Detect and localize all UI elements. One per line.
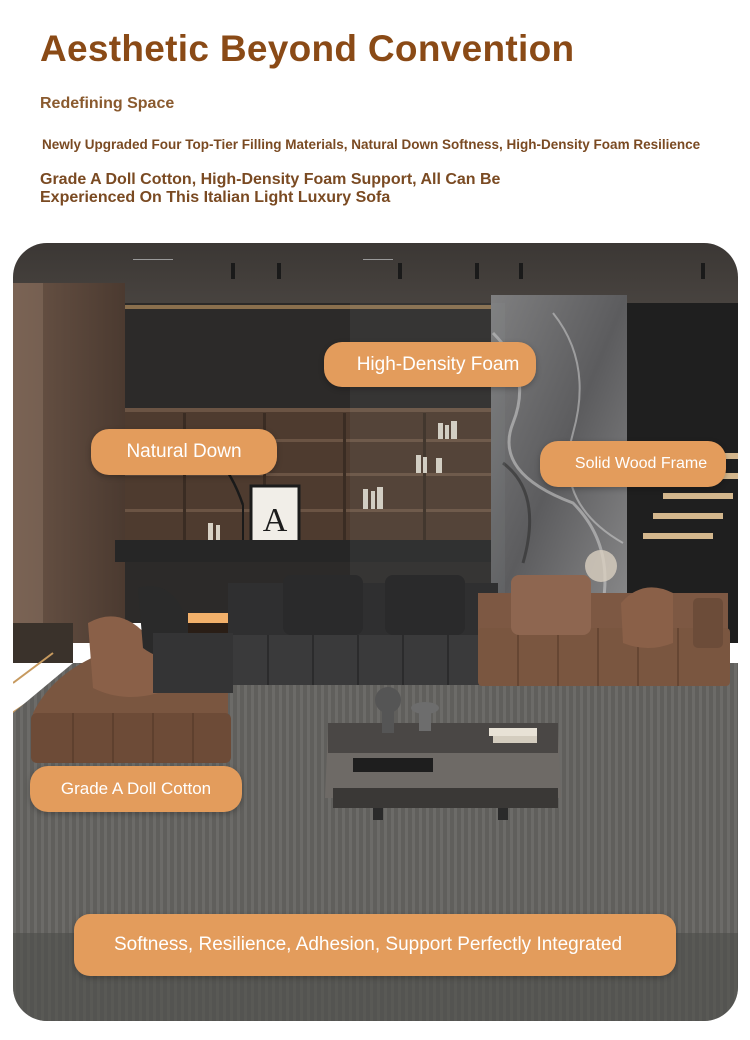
- summary-banner: Softness, Resilience, Adhesion, Support Perfectly Integrated: [74, 914, 676, 976]
- page-title: Aesthetic Beyond Convention: [40, 28, 575, 69]
- poster-letter: A: [262, 502, 288, 539]
- description-line-2: Grade A Doll Cotton, High-Density Foam Support, All Can Be Experienced On This Italian Light Luxury Sofa: [40, 171, 501, 206]
- label-natural-down: Natural Down: [91, 429, 277, 475]
- living-room-photo: [13, 243, 738, 1021]
- page-subtitle: Redefining Space: [40, 95, 175, 112]
- label-solid-wood-frame: Solid Wood Frame: [540, 441, 726, 487]
- description-line-1: Newly Upgraded Four Top-Tier Filling Materials, Natural Down Softness, High-Density Foam Resilience: [42, 137, 701, 152]
- label-grade-a-doll-cotton: Grade A Doll Cotton: [30, 766, 242, 812]
- label-high-density-foam: High-Density Foam: [324, 342, 536, 387]
